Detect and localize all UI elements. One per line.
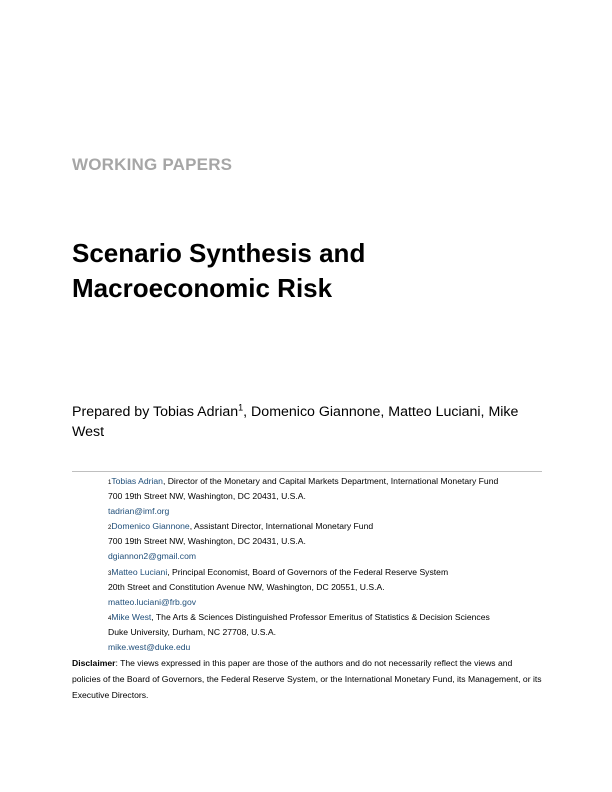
footnote-1-heading [108,474,548,489]
footnote-2-address: 700 19th Street NW, Washington, DC 20431, U.S.A. [108,536,306,547]
series-label: WORKING PAPERS [72,155,233,174]
title-line-1: Scenario Synthesis and [72,238,366,268]
disclaimer-text: : The views expressed in this paper are those of the authors and do not necessarily reflect the views and policies of the Board of Governors, the Federal Reserve System, or the International Monetary Fund, its Management, or its Executive Directors. [72,658,542,700]
author-link-giannone[interactable]: Domenico Giannone [111,521,190,532]
footnote-number: 3 [108,570,112,577]
disclaimer-label: Disclaimer [72,658,116,668]
footnote-1-address: 700 19th Street NW, Washington, DC 20431, U.S.A. [108,491,306,502]
footnote-affiliation: , Assistant Director, International Monetary Fund [189,521,374,532]
author-link-adrian[interactable]: Tobias Adrian [111,476,163,486]
footnote-number: 4 [108,615,112,622]
footnote-affiliation: , Director of the Monetary and Capital Markets Department, International Monetary Fund [162,476,499,486]
author-link-luciani[interactable]: Matteo Luciani [111,566,168,577]
footnote-2-heading [108,519,548,534]
footnote-number: 2 [108,525,112,532]
footnote-affiliation: , The Arts & Sciences Distinguished Professor Emeritus of Statistics & Decision Sciences [151,611,490,622]
footnote-1-email[interactable]: tadrian@imf.org [108,506,170,517]
footnote-divider [72,471,542,472]
footnote-marker: 1 [238,402,244,413]
byline-prefix: Prepared by Tobias Adrian [72,404,239,420]
author-footnotes [108,474,548,655]
footnote-number: 1 [108,480,112,486]
disclaimer [72,655,542,703]
footnote-affiliation: , Principal Economist, Board of Governors of the Federal Reserve System [167,566,449,577]
footnote-3-address: 20th Street and Constitution Avenue NW, Washington, DC 20551, U.S.A. [108,581,385,592]
author-byline [72,402,542,442]
footnote-2-email[interactable]: dgiannon2@gmail.com [108,551,197,562]
byline-rest: , Domenico Giannone, Matteo Luciani, Mike [243,404,519,420]
footnote-4-email[interactable]: mike.west@duke.edu [108,642,191,653]
footnote-3-heading [108,565,548,580]
author-link-west[interactable]: Mike West [111,611,152,622]
paper-title [72,236,542,306]
title-line-2: Macroeconomic Risk [72,273,333,303]
footnote-4-heading [108,610,548,625]
footnote-4-address: Duke University, Durham, NC 27708, U.S.A. [108,626,276,637]
footnote-3-email[interactable]: matteo.luciani@frb.gov [108,596,197,607]
byline-rest-line-2: West [72,424,105,440]
